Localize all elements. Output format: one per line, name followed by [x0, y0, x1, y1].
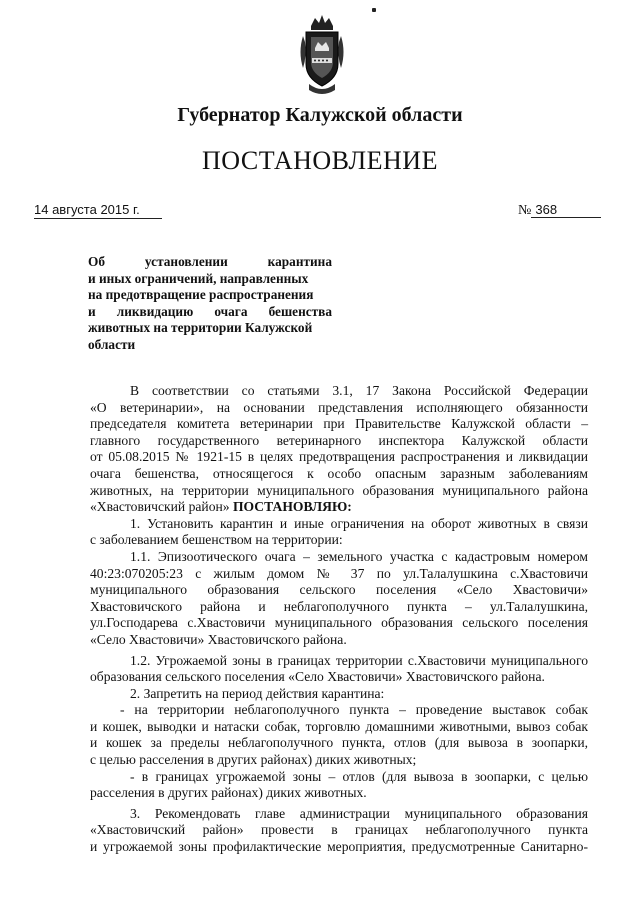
body-line: «Хвастовичский район» провести в границах неблагополучного пункта [90, 822, 588, 838]
body-line: муниципального образования сельского поселения «Село Хвастовичи» [90, 582, 588, 598]
item-2-b [90, 769, 588, 802]
body-line: В соответствии со статьями 3.1, 17 Закона Российской Федерации [130, 383, 588, 398]
body-line: главного государственного ветеринарного инспектора Калужской области [90, 432, 588, 448]
body-line: ул.Господарева с.Хвастовичи муниципального образования сельского поселения [90, 615, 588, 631]
subject-line: и ликвидацию очага бешенства [88, 303, 332, 319]
body-line: Хвастовичского района и неблагополучного пункта – ул.Талалушкина, [90, 598, 588, 614]
body-line: очага бешенства, относящегося к особо опасным заразным заболеваниям [90, 465, 588, 481]
issuing-authority: Губернатор Калужской области [177, 104, 463, 126]
subject-line: животных на территории Калужской [88, 320, 313, 336]
item-3 [90, 806, 588, 856]
subject-line: области [88, 336, 136, 352]
body-line [90, 499, 588, 516]
body-line: 1. Установить карантин и иные ограничения на оборот животных в связи [130, 515, 588, 531]
document-number: 368 [531, 202, 601, 218]
body-line: животных, на территории муниципального образования муниципального района [90, 482, 588, 498]
document-number-block [518, 202, 601, 219]
body-line: - в границах угрожаемой зоны – отлов (для вывоза в зоопарки, с целью [130, 768, 588, 784]
body-line: с целью расселения в других районах) диких животных; [90, 752, 417, 768]
body-line: 1.2. Угрожаемой зоны в границах территории с.Хвастовичи муниципального [130, 652, 588, 668]
body-line: председателя комитета ветеринарии при Правительстве Калужской области – [90, 416, 588, 432]
body-line: от 05.08.2015 № 1921-15 в целях предотвращения распространения и ликвидации [90, 449, 588, 465]
document-date: 14 августа 2015 г. [34, 202, 162, 219]
body-line: расселения в других районах) диких животных. [90, 785, 367, 801]
intro-paragraph [90, 383, 588, 516]
district-name: «Хвастовичский район» [90, 499, 230, 515]
document-subject [88, 254, 332, 354]
body-line: и кошек, выводки и натаски собак, торговлю домашними животными, вывоз собак [90, 718, 588, 734]
item-1-2 [90, 653, 588, 686]
body-line: с заболеванием бешенством на территории: [90, 532, 343, 548]
body-line: 40:23:070205:23 с жилым домом № 37 по ул.Талалушкина с.Хвастовичи [90, 565, 588, 581]
document-body [90, 383, 588, 856]
document-type-title: ПОСТАНОВЛЕНИЕ [202, 146, 438, 175]
subject-line: и иных ограничений, направленных [88, 270, 309, 286]
body-line: «Село Хвастовичи» Хвастовичского района. [90, 631, 347, 647]
body-line: «О ветеринарии», на основании представления исполняющего обязанности [90, 399, 588, 415]
item-2-a [90, 702, 588, 768]
item-1-1 [90, 549, 588, 649]
subject-line: на предотвращение распространения [88, 287, 314, 303]
item-1 [90, 516, 588, 549]
body-line: и угрожаемой зоны профилактические мероприятия, предусмотренные Санитарно- [90, 839, 588, 855]
number-label: № [518, 203, 532, 218]
coat-of-arms-icon [297, 12, 347, 100]
scan-mark [372, 8, 376, 12]
body-line: 2. Запретить на период действия карантина: [130, 685, 385, 701]
item-2 [90, 686, 588, 703]
subject-line: Об установлении карантина [88, 254, 332, 269]
body-line: - на территории неблагополучного пункта – проведение выставок собак [120, 702, 588, 718]
body-line: и кошек за пределы неблагополучного пункта, отлов (для вывоза в зоопарки, [90, 735, 588, 751]
body-line: образования сельского поселения «Село Хвастовичи» Хвастовичского района. [90, 669, 545, 685]
resolve-keyword: ПОСТАНОВЛЯЮ: [232, 499, 352, 515]
body-line: 1.1. Эпизоотического очага – земельного участка с кадастровым номером [130, 548, 588, 564]
body-line: 3. Рекомендовать главе администрации муниципального образования [130, 805, 588, 821]
